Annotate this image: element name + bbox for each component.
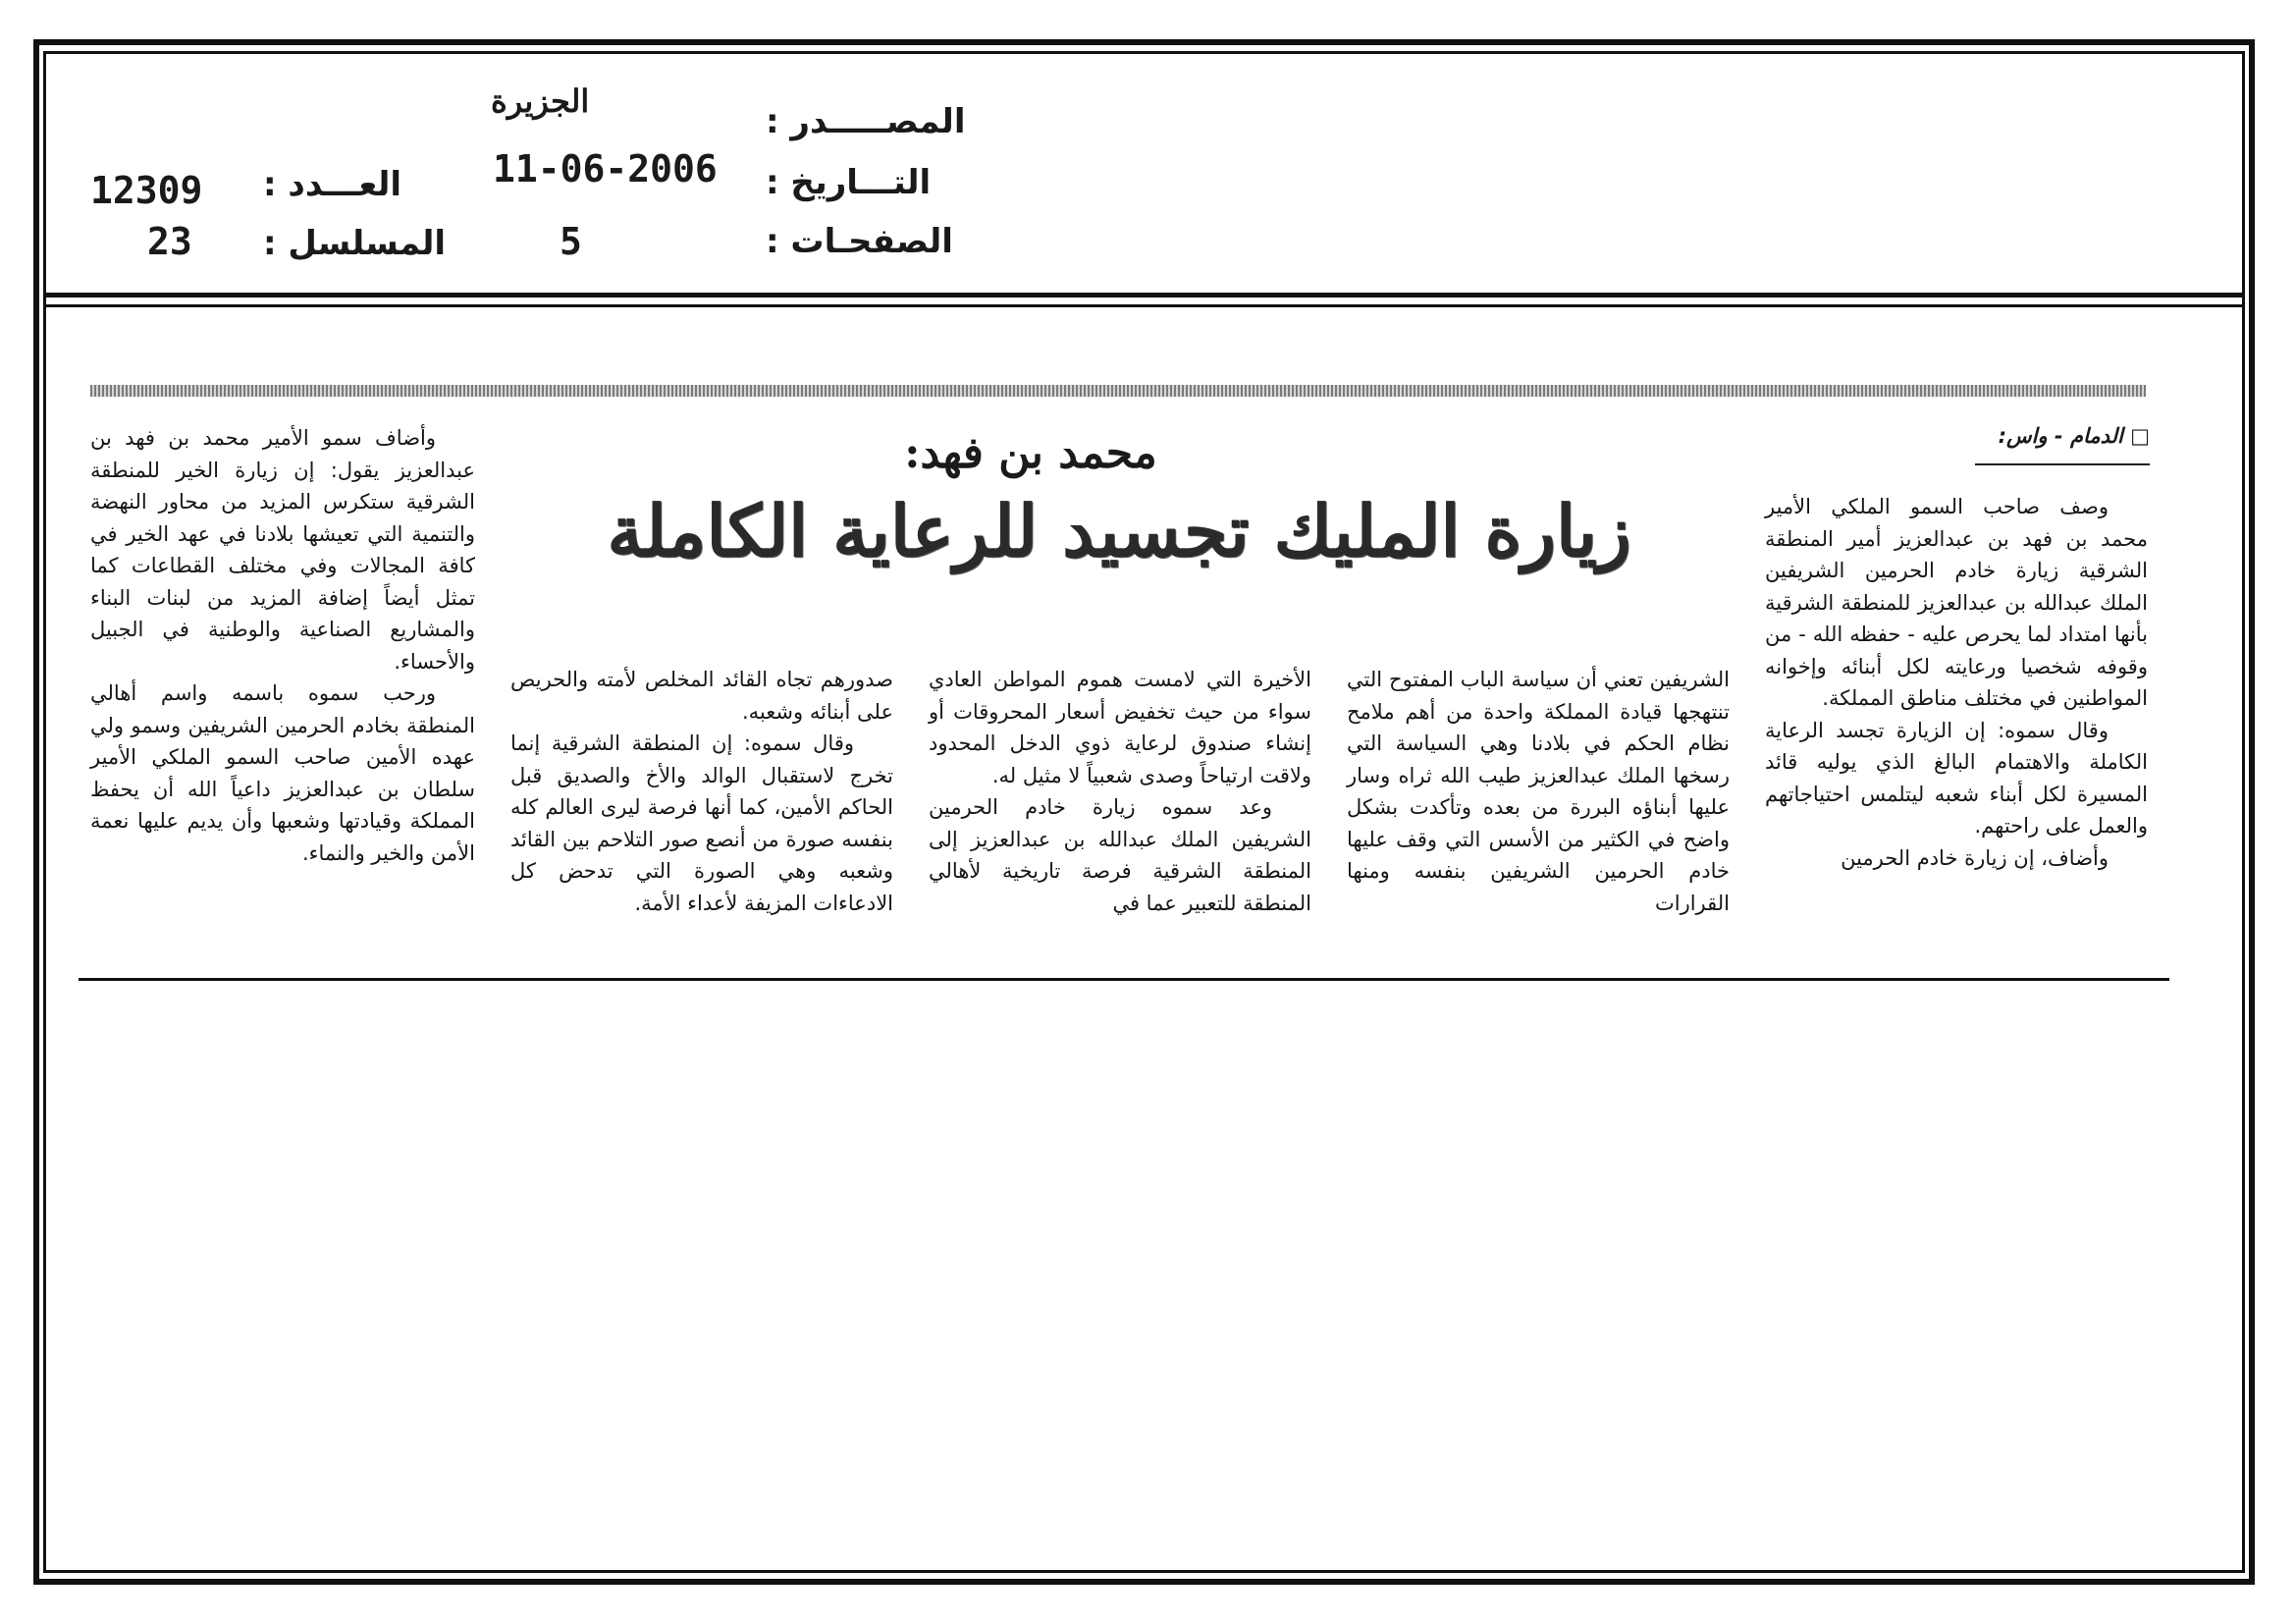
- paragraph: وقال سموه: إن المنطقة الشرقية إنما تخرج لاستقبال الوالد والأخ والصديق قبل الحاكم الأمين، كما أنها فرصة ليرى العالم كله بنفسه صورة من أنصع صور التلاحم بين القائد وشعبه وهي الصورة التي تدحض كل الادعاءات المزيفة لأعداء الأمة.: [510, 731, 893, 915]
- article-kicker: محمد بن فهد:: [904, 428, 1157, 478]
- article-column-5: [90, 422, 475, 869]
- issue-value: 12309: [90, 169, 203, 212]
- header-separator: [43, 293, 2245, 298]
- paragraph: ورحب سموه باسمه واسم أهالي المنطقة بخادم الحرمين الشريفين وسمو ولي عهده الأمين صاحب السمو الملكي الأمير سلطان بن عبدالعزيز داعياً الله أن يحفظ المملكة وقيادتها وشعبها وأن يديم عليها نعمة الأمن والخير والنماء.: [90, 681, 475, 865]
- clipping-bottom-rule: [79, 978, 2169, 981]
- source-value: الجزيرة: [491, 82, 590, 120]
- pages-value: 5: [560, 220, 582, 263]
- article-column-4: [510, 664, 893, 919]
- article-column-3: [929, 664, 1311, 919]
- article-column-1: [1765, 491, 2148, 874]
- paragraph: وأضاف سمو الأمير محمد بن فهد بن عبدالعزيز يقول: إن زيارة الخير للمنطقة الشرقية ستكرس المزيد من محاور النهضة والتنمية التي تعيشها بلادنا في عهد الخير في كافة المجالات وفي مختلف القطاعات كما تمثل أيضاً إضافة المزيد من لبنات البناء والمشاريع الصناعية والوطنية في الجبيل والأحساء.: [90, 426, 475, 674]
- pages-label: الصفحـات :: [766, 222, 953, 261]
- date-label: التـــاريخ :: [766, 163, 932, 202]
- article-column-2: [1347, 664, 1730, 919]
- date-value: 11-06-2006: [493, 147, 718, 190]
- issue-label: العـــدد :: [263, 165, 401, 204]
- serial-label: المسلسل :: [263, 224, 447, 263]
- paragraph: الشريفين تعني أن سياسة الباب المفتوح التي تنتهجها قيادة المملكة واحدة من أهم ملامح نظام الحكم في بلادنا وهي السياسة التي رسخها الملك عبدالعزيز طيب الله ثراه وسار عليها أبناؤه البررة من بعده وتأكدت بشكل واضح في الكثير من الأسس التي وقف عليها خادم الحرمين الشريفين بنفسه ومنها القرارات: [1347, 668, 1730, 915]
- byline-rule: [1975, 463, 2150, 465]
- paragraph: الأخيرة التي لامست هموم المواطن العادي سواء من حيث تخفيض أسعار المحروقات أو إنشاء صندوق لرعاية ذوي الدخل المحدود ولاقت ارتياحاً وصدى شعبياً لا مثيل له.: [929, 668, 1311, 787]
- serial-value: 23: [147, 220, 192, 263]
- byline: □ الدمام - واس:: [1998, 424, 2150, 448]
- header-separator-thin: [43, 304, 2245, 307]
- paragraph: وأضاف، إن زيارة خادم الحرمين: [1841, 845, 2109, 870]
- paragraph: وصف صاحب السمو الملكي الأمير محمد بن فهد بن عبدالعزيز أمير المنطقة الشرقية زيارة خادم الحرمين الشريفين الملك عبدالله بن عبدالعزيز للمنطقة الشرقية بأنها امتداد لما يحرص عليه - حفظه الله - من وقوفه شخصيا ورعايته لكل أبنائه وإخوانه المواطنين في مختلف مناطق المملكة.: [1765, 495, 2148, 710]
- halftone-band: [90, 385, 2146, 397]
- paragraph: وقال سموه: إن الزيارة تجسد الرعاية الكاملة والاهتمام البالغ الذي يوليه قائد المسيرة لكل أبناء شعبه ليتلمس احتياجاتهم والعمل على راحتهم.: [1765, 718, 2148, 838]
- paragraph: صدورهم تجاه القائد المخلص لأمته والحريص على أبنائه وشعبه.: [510, 668, 893, 724]
- source-label: المصـــــدر :: [766, 102, 966, 141]
- paragraph: وعد سموه زيارة خادم الحرمين الشريفين الملك عبدالله بن عبدالعزيز إلى المنطقة الشرقية فرصة تاريخية لأهالي المنطقة للتعبير عما في: [929, 795, 1311, 915]
- article-headline: زيارة المليك تجسيد للرعاية الكاملة: [607, 489, 1631, 572]
